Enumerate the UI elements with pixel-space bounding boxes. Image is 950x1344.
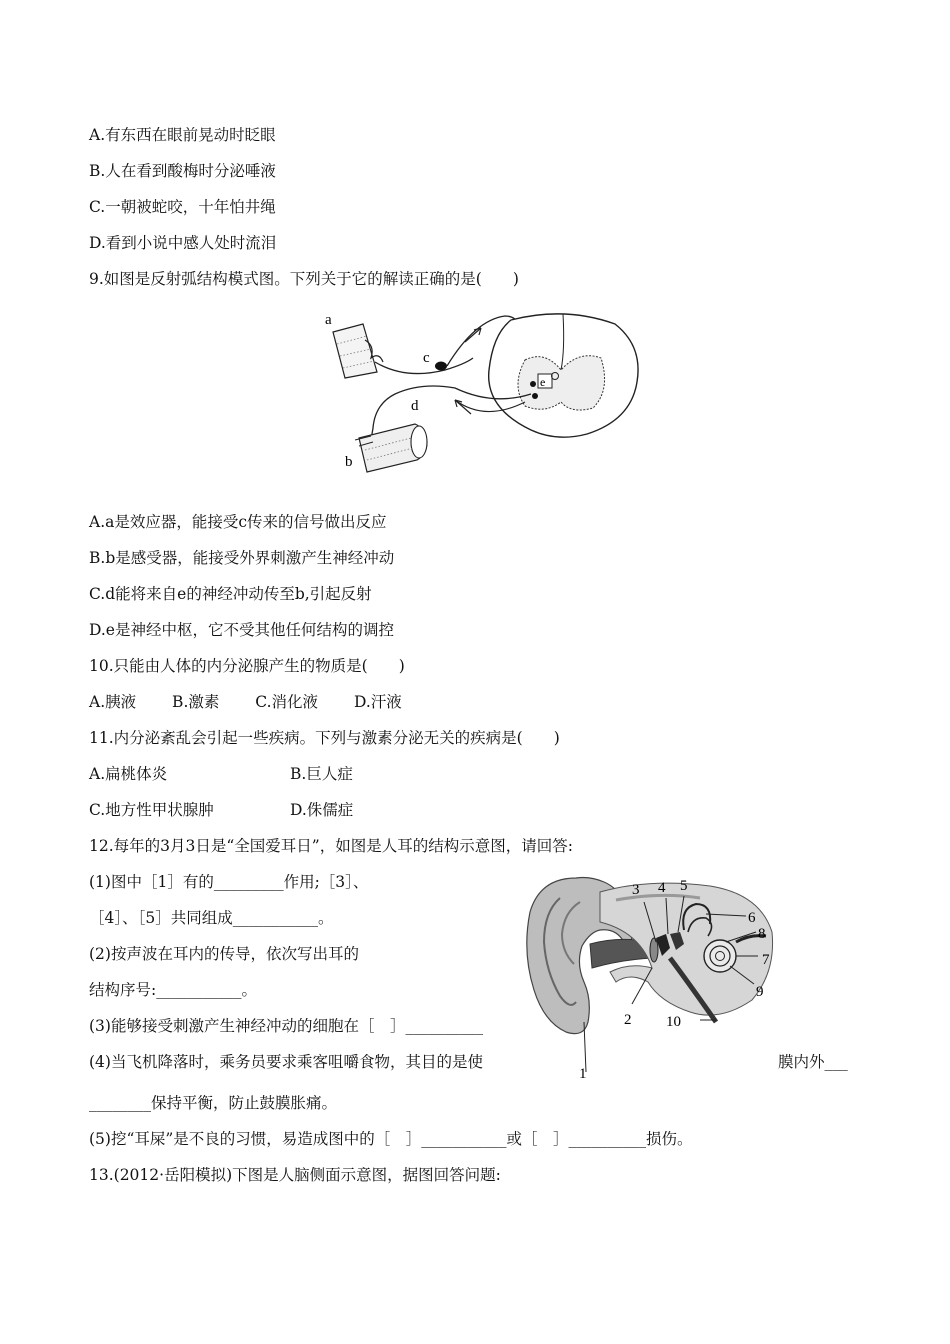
ear-label-5: 5 — [680, 878, 688, 894]
q8-option-d: D.看到小说中感人处时流泪 — [89, 234, 277, 252]
ear-label-9: 9 — [756, 984, 764, 1000]
eardrum — [650, 938, 658, 962]
q11-stem: 11.内分泌紊乱会引起一些疾病。下列与激素分泌无关的疾病是( ) — [89, 729, 560, 747]
q8-option-b: B.人在看到酸梅时分泌唾液 — [89, 162, 276, 180]
label-d: d — [411, 398, 419, 414]
q12-part2-line2: 结构序号:___________。 — [89, 981, 257, 999]
q8-option-a: A.有东西在眼前晃动时眨眼 — [89, 126, 276, 144]
structure-b — [355, 424, 427, 472]
q8-option-c: C.一朝被蛇咬，十年怕井绳 — [89, 198, 276, 216]
q12-part4-left: (4)当飞机降落时，乘务员要求乘客咀嚼食物，其目的是使 — [89, 1053, 483, 1071]
ear-label-3: 3 — [632, 882, 640, 898]
q9-option-c: C.d能将来自e的神经冲动传至b,引起反射 — [89, 585, 372, 603]
q9-stem: 9.如图是反射弧结构模式图。下列关于它的解读正确的是( ) — [89, 270, 519, 288]
q10-options: A.胰液 B.激素 C.消化液 D.汗液 — [89, 693, 402, 711]
label-e: e — [540, 375, 546, 389]
q9-option-a: A.a是效应器，能接受c传来的信号做出反应 — [89, 513, 387, 531]
ear-label-4: 4 — [658, 880, 666, 896]
q11-option-d: D.侏儒症 — [290, 801, 354, 819]
ear-structure-figure — [520, 872, 780, 1082]
label-b: b — [345, 454, 353, 470]
q12-part1-line2: ［4］、［5］共同组成___________。 — [89, 909, 334, 927]
label-c: c — [423, 350, 430, 366]
structure-a — [333, 324, 383, 378]
q10-stem: 10.只能由人体的内分泌腺产生的物质是( ) — [89, 657, 405, 675]
reflex-arc-figure — [325, 310, 645, 480]
q12-part1-line1: (1)图中［1］有的_________作用;［3］、 — [89, 873, 369, 891]
ear-label-2: 2 — [624, 1012, 632, 1028]
q13-stem: 13.(2012·岳阳模拟)下图是人脑侧面示意图，据图回答问题: — [89, 1166, 501, 1184]
ganglion-c — [435, 362, 447, 371]
ear-label-7: 7 — [762, 952, 770, 968]
ear-label-10: 10 — [666, 1014, 681, 1030]
q9-option-b: B.b是感受器，能接受外界刺激产生神经冲动 — [89, 549, 395, 567]
q12-part4-line2: ________保持平衡，防止鼓膜胀痛。 — [89, 1094, 338, 1112]
q12-part3: (3)能够接受刺激产生神经冲动的细胞在［ ］__________ — [89, 1017, 483, 1035]
q11-option-a: A.扁桃体炎 — [89, 765, 168, 783]
ear-label-6: 6 — [748, 910, 756, 926]
q11-option-b: B.巨人症 — [290, 765, 353, 783]
q12-stem: 12.每年的3月3日是“全国爱耳日”，如图是人耳的结构示意图，请回答: — [89, 837, 573, 855]
label-a: a — [325, 312, 332, 328]
q12-part2-line1: (2)按声波在耳内的传导，依次写出耳的 — [89, 945, 359, 963]
q9-option-d: D.e是神经中枢，它不受其他任何结构的调控 — [89, 621, 394, 639]
ear-label-1: 1 — [579, 1066, 587, 1082]
q12-part4-right: 膜内外___ — [778, 1053, 848, 1071]
q12-part5: (5)挖“耳屎”是不良的习惯，易造成图中的［ ］___________或［ ］__________损伤。 — [89, 1130, 693, 1148]
ear-label-8: 8 — [758, 926, 766, 942]
q11-option-c: C.地方性甲状腺肿 — [89, 801, 214, 819]
